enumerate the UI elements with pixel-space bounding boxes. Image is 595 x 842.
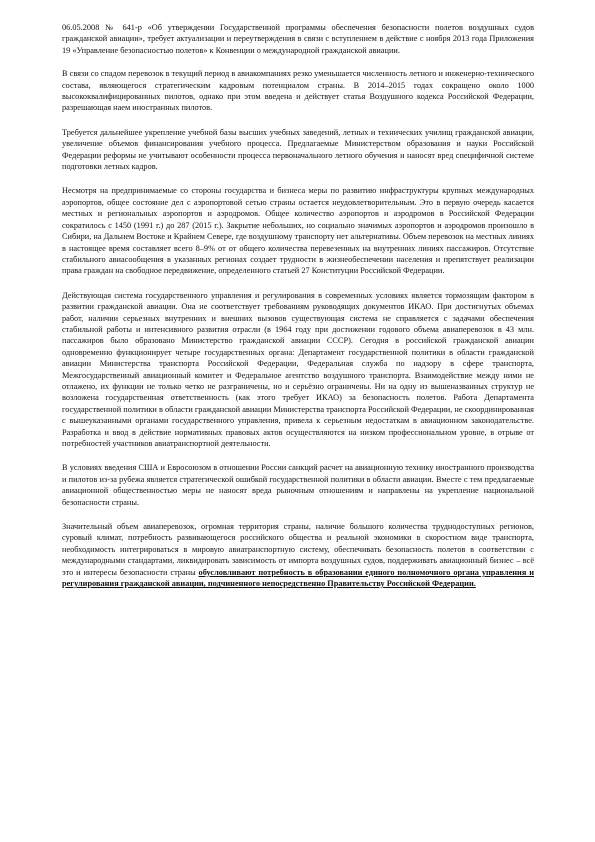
paragraph-governance: Действующая система государственного управления и регулирования в современных условиях является тормозящим фактором в развитии гражданской авиации. Она не соответствует требованиям руководящих документов ИКАО. При достигнутых объемах работ, наличии серьезных внутренних и внешних вызовов существующая система не справляется с задачами обеспечения стабильной работы и интенсивного развития отрасли (в 1964 году при достижении годового объема авиаперевозок в 43 млн. пассажиров было образовано Министерство гражданской авиации СССР). Сегодня в российской гражданской авиации одновременно функционирует четыре государственных органа: Департамент государственной политики в области гражданской авиации Министерства транспорта Российской Федерации, Федеральная служба по надзору в сфере транспорта, Межгосударственный авиационный комитет и Федеральное агентство воздушного транспорта. Взаимодействие между ними не отлажено, их функции не только четко не разграничены, но и серьёзно ограничены. Ни на одну из вышеназванных структур не возложена государственная ответственность (как этого требует ИКАО) за безопасность полетов. Работа Департамента государственной политики в области гражданской авиации Министерства транспорта Российской Федерации, не скоординированная с вышеуказанными органами государственного управления, привела к серьезным недостаткам в авиационном законодательстве. Разработка и ввод в действие нормативных правовых актов осуществляются на низком профессиональном уровне, в отрыве от потребностей участников авиатранспортной деятельности.: [62, 290, 534, 448]
paragraph-education: Требуется дальнейшее укрепление учебной базы высших учебных заведений, летных и технических училищ гражданской авиации, увеличение объемов финансирования учебного процесса. Предлагаемые Министерством образования и науки Российской Федерации реформы не учитывают особенности процесса первоначального летного обучения и наносят вред специфичной системе подготовки летных кадров.: [62, 127, 534, 172]
conclusion-emphasis: обусловливают потребность в образовании единого полномочного органа управления и регулирования гражданской авиации, подчиненного непосредственно Правительству Российской Федерации.: [62, 567, 534, 589]
paragraph-program-update: 06.05.2008 № 641-р «Об утверждении Государственной программы обеспечения безопасности полетов воздушных судов гражданской авиации», требует актуализации и переутверждения в связи с вступлением в действие с ноября 2013 года Приложения 19 «Управление безопасностью полетов» к Конвенции о международной гражданской авиации.: [62, 23, 534, 55]
document-page: [62, 22, 534, 602]
paragraph-airports: Несмотря на предпринимаемые со стороны государства и бизнеса меры по развитию инфраструктуры крупных международных аэропортов, общее состояние дел с аэропортовой сетью страны остается неудовлетворительным. Это в первую очередь касается местных и региональных аэропортов и аэродромов. Общее количество аэропортов и аэродромов в Российской Федерации сократилось с 1450 (1991 г.) до 287 (2015 г.). Закрытие небольших, но социально значимых аэропортов и аэродромов произошло в Сибири, на Дальнем Востоке и Крайнем Севере, где воздушному транспорту нет альтернативы. Объем перевозок на местных линиях в настоящее время составляет всего 8–9% от от общего количества перевезенных на внутренних линиях пассажиров. Отсутствие стабильного авиасообщения в указанных регионах создает трудности в жизнеобеспечении населения и препятствует реализации права граждан на свободное передвижение, определенного статьей 27 Конституции Российской Федерации.: [62, 186, 534, 276]
paragraph-personnel: В связи со спадом перевозок в текущий период в авиакомпаниях резко уменьшается численность летного и инженерно-технического состава, являющегося стратегическим кадровым потенциалом страны. В 2014–2015 годах сокращено около 1000 высококвалифицированных пилотов, однако при этом введена и действует статья Воздушного кодекса Российской Федерации, разрешающая наем иностранных пилотов.: [62, 69, 534, 113]
paragraph-conclusion: [62, 521, 534, 589]
paragraph-sanctions: В условиях введения США и Евросоюзом в отношении России санкций расчет на авиационную технику иностранного производства и пилотов из-за рубежа является стратегической ошибкой государственной политики в области авиации. Вместе с тем предлагаемые авиационной общественностью меры не наносят вреда рыночным отношениям и направлены на укрепление национальной безопасности страны.: [62, 463, 534, 507]
conclusion-text: Значительный объем авиаперевозок, огромная территория страны, наличие большого количества труднодоступных регионов, суровый климат, потребность развивающегося российского общества и реальной экономики в скоростном виде транспорта, необходимость интегрироваться в мировую авиатранспортную систему, обеспечивать безопасность полетов в соответствии с международными стандартами, ликвидировать зависимость от импорта воздушных судов, поддерживать авиационный бизнес – всё это и интересы безопасности страны: [62, 522, 534, 577]
